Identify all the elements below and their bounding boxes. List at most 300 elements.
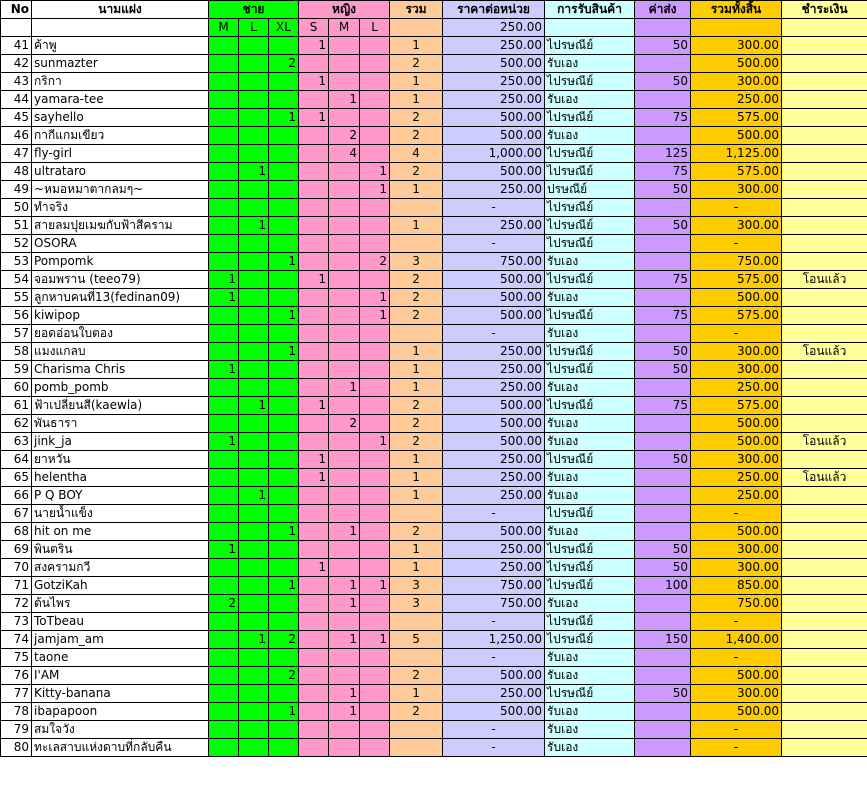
cell-name[interactable]: Pompomk	[32, 253, 209, 271]
cell-name[interactable]: กริกา	[32, 73, 209, 91]
cell-total[interactable]: 4	[390, 145, 443, 163]
cell-payment[interactable]	[782, 613, 867, 631]
cell-male-m[interactable]	[209, 559, 239, 577]
cell-shipping[interactable]	[635, 505, 691, 523]
cell-female-l[interactable]	[360, 217, 390, 235]
cell-empty[interactable]	[1, 19, 32, 37]
cell-name[interactable]: ToTbeau	[32, 613, 209, 631]
cell-no[interactable]: 63	[1, 433, 32, 451]
cell-shipping[interactable]: 75	[635, 271, 691, 289]
cell-total[interactable]: 1	[390, 541, 443, 559]
cell-price[interactable]: 500.00	[443, 433, 545, 451]
cell-male-l[interactable]	[239, 523, 269, 541]
cell-name[interactable]: ค้าพู	[32, 37, 209, 55]
cell-female-s[interactable]	[299, 253, 329, 271]
cell-female-s[interactable]: 1	[299, 559, 329, 577]
cell-female-l[interactable]: 1	[360, 289, 390, 307]
cell-grand-total[interactable]: 575.00	[691, 271, 782, 289]
cell-total[interactable]	[390, 721, 443, 739]
cell-payment[interactable]	[782, 703, 867, 721]
cell-shipping[interactable]	[635, 523, 691, 541]
cell-no[interactable]: 59	[1, 361, 32, 379]
cell-no[interactable]: 52	[1, 235, 32, 253]
cell-female-m[interactable]	[329, 199, 360, 217]
cell-female-s[interactable]	[299, 523, 329, 541]
cell-male-xl[interactable]	[269, 127, 299, 145]
cell-payment[interactable]	[782, 37, 867, 55]
cell-female-l[interactable]	[360, 73, 390, 91]
cell-name[interactable]: ~หมอหมาตากลมๆ~	[32, 181, 209, 199]
cell-shipping[interactable]: 50	[635, 361, 691, 379]
cell-total[interactable]: 1	[390, 361, 443, 379]
cell-shipping[interactable]	[635, 721, 691, 739]
subheader-male-xl[interactable]: XL	[269, 19, 299, 37]
cell-male-xl[interactable]	[269, 433, 299, 451]
cell-payment[interactable]: โอนแล้ว	[782, 343, 867, 361]
cell-female-s[interactable]	[299, 127, 329, 145]
cell-no[interactable]: 47	[1, 145, 32, 163]
cell-male-m[interactable]	[209, 307, 239, 325]
cell-male-xl[interactable]	[269, 199, 299, 217]
cell-name[interactable]: ทำจริง	[32, 199, 209, 217]
cell-shipping[interactable]	[635, 649, 691, 667]
cell-price[interactable]: 500.00	[443, 523, 545, 541]
cell-male-m[interactable]	[209, 739, 239, 757]
cell-payment[interactable]	[782, 109, 867, 127]
cell-female-m[interactable]	[329, 181, 360, 199]
cell-grand-total[interactable]: 300.00	[691, 73, 782, 91]
cell-grand-total[interactable]: 575.00	[691, 307, 782, 325]
cell-total[interactable]: 2	[390, 55, 443, 73]
cell-price[interactable]: 250.00	[443, 361, 545, 379]
cell-grand-total[interactable]: 575.00	[691, 397, 782, 415]
cell-female-l[interactable]	[360, 451, 390, 469]
cell-male-xl[interactable]	[269, 163, 299, 181]
cell-female-l[interactable]	[360, 271, 390, 289]
cell-female-s[interactable]: 1	[299, 469, 329, 487]
cell-male-m[interactable]	[209, 523, 239, 541]
cell-male-m[interactable]	[209, 37, 239, 55]
cell-female-l[interactable]	[360, 469, 390, 487]
cell-payment[interactable]	[782, 577, 867, 595]
cell-price[interactable]: 500.00	[443, 163, 545, 181]
cell-male-l[interactable]	[239, 559, 269, 577]
cell-delivery[interactable]: รับเอง	[545, 379, 635, 397]
cell-female-m[interactable]	[329, 559, 360, 577]
cell-female-l[interactable]: 1	[360, 307, 390, 325]
cell-no[interactable]: 70	[1, 559, 32, 577]
cell-female-l[interactable]	[360, 145, 390, 163]
cell-female-l[interactable]: 1	[360, 163, 390, 181]
cell-grand-total[interactable]: 300.00	[691, 343, 782, 361]
cell-male-m[interactable]	[209, 217, 239, 235]
cell-name[interactable]: jink_ja	[32, 433, 209, 451]
cell-grand-total[interactable]: 300.00	[691, 685, 782, 703]
cell-female-s[interactable]	[299, 181, 329, 199]
cell-grand-total[interactable]: 500.00	[691, 289, 782, 307]
cell-payment[interactable]	[782, 289, 867, 307]
cell-name[interactable]: pomb_pomb	[32, 379, 209, 397]
cell-female-l[interactable]	[360, 595, 390, 613]
cell-no[interactable]: 49	[1, 181, 32, 199]
cell-female-l[interactable]	[360, 37, 390, 55]
cell-female-l[interactable]	[360, 325, 390, 343]
cell-female-m[interactable]: 1	[329, 91, 360, 109]
cell-male-xl[interactable]	[269, 145, 299, 163]
cell-no[interactable]: 78	[1, 703, 32, 721]
cell-female-l[interactable]	[360, 667, 390, 685]
cell-shipping[interactable]	[635, 415, 691, 433]
subheader-female-m[interactable]: M	[329, 19, 360, 37]
cell-female-l[interactable]	[360, 541, 390, 559]
cell-female-m[interactable]: 1	[329, 577, 360, 595]
cell-male-m[interactable]	[209, 415, 239, 433]
cell-total[interactable]: 2	[390, 163, 443, 181]
cell-male-l[interactable]	[239, 541, 269, 559]
cell-male-m[interactable]	[209, 379, 239, 397]
cell-grand-total[interactable]: 300.00	[691, 361, 782, 379]
cell-price[interactable]: -	[443, 199, 545, 217]
cell-female-s[interactable]	[299, 577, 329, 595]
cell-total[interactable]: 3	[390, 595, 443, 613]
cell-female-m[interactable]	[329, 667, 360, 685]
cell-name[interactable]: ultrataro	[32, 163, 209, 181]
cell-male-xl[interactable]: 1	[269, 343, 299, 361]
cell-total[interactable]: 1	[390, 559, 443, 577]
cell-female-l[interactable]	[360, 649, 390, 667]
cell-female-m[interactable]	[329, 613, 360, 631]
cell-grand-total[interactable]: 300.00	[691, 559, 782, 577]
cell-male-l[interactable]	[239, 667, 269, 685]
cell-male-l[interactable]: 1	[239, 631, 269, 649]
cell-delivery[interactable]: ไปรษณีย์	[545, 559, 635, 577]
cell-male-m[interactable]	[209, 721, 239, 739]
cell-female-s[interactable]: 1	[299, 397, 329, 415]
cell-total[interactable]	[390, 739, 443, 757]
header-delivery[interactable]: การรับสินค้า	[545, 1, 635, 19]
cell-name[interactable]: แมงแกลบ	[32, 343, 209, 361]
cell-price[interactable]: 500.00	[443, 397, 545, 415]
cell-no[interactable]: 65	[1, 469, 32, 487]
cell-delivery[interactable]: รับเอง	[545, 487, 635, 505]
cell-male-m[interactable]	[209, 487, 239, 505]
cell-male-l[interactable]	[239, 37, 269, 55]
cell-female-l[interactable]	[360, 343, 390, 361]
cell-female-m[interactable]	[329, 253, 360, 271]
cell-total[interactable]: 1	[390, 181, 443, 199]
cell-shipping[interactable]: 100	[635, 577, 691, 595]
cell-female-l[interactable]	[360, 109, 390, 127]
cell-payment[interactable]	[782, 325, 867, 343]
cell-female-l[interactable]	[360, 235, 390, 253]
cell-price[interactable]: 250.00	[443, 685, 545, 703]
cell-grand-total[interactable]: -	[691, 199, 782, 217]
cell-payment[interactable]: โอนแล้ว	[782, 271, 867, 289]
cell-male-l[interactable]	[239, 361, 269, 379]
cell-male-l[interactable]	[239, 127, 269, 145]
cell-no[interactable]: 42	[1, 55, 32, 73]
cell-payment[interactable]	[782, 55, 867, 73]
cell-delivery[interactable]: ไปรษณีย์	[545, 163, 635, 181]
cell-female-s[interactable]	[299, 433, 329, 451]
cell-total[interactable]: 1	[390, 379, 443, 397]
cell-female-m[interactable]	[329, 649, 360, 667]
cell-no[interactable]: 62	[1, 415, 32, 433]
cell-female-l[interactable]	[360, 685, 390, 703]
cell-shipping[interactable]: 75	[635, 109, 691, 127]
cell-grand-total[interactable]: 500.00	[691, 415, 782, 433]
cell-total[interactable]: 3	[390, 253, 443, 271]
cell-price[interactable]: 500.00	[443, 55, 545, 73]
cell-total[interactable]: 1	[390, 469, 443, 487]
cell-no[interactable]: 73	[1, 613, 32, 631]
cell-no[interactable]: 60	[1, 379, 32, 397]
cell-total[interactable]: 2	[390, 523, 443, 541]
cell-male-m[interactable]	[209, 451, 239, 469]
cell-delivery[interactable]: ไปรษณีย์	[545, 73, 635, 91]
cell-male-l[interactable]	[239, 271, 269, 289]
cell-empty[interactable]	[635, 19, 691, 37]
cell-no[interactable]: 48	[1, 163, 32, 181]
cell-price[interactable]: 250.00	[443, 559, 545, 577]
cell-male-l[interactable]	[239, 181, 269, 199]
cell-payment[interactable]	[782, 649, 867, 667]
cell-delivery[interactable]: ไปรษณีย์	[545, 199, 635, 217]
cell-female-m[interactable]: 2	[329, 415, 360, 433]
cell-payment[interactable]	[782, 631, 867, 649]
cell-delivery[interactable]: รับเอง	[545, 667, 635, 685]
cell-female-m[interactable]	[329, 361, 360, 379]
cell-female-l[interactable]	[360, 703, 390, 721]
cell-delivery[interactable]: รับเอง	[545, 253, 635, 271]
cell-female-l[interactable]	[360, 505, 390, 523]
cell-grand-total[interactable]: 850.00	[691, 577, 782, 595]
cell-female-l[interactable]: 1	[360, 181, 390, 199]
header-no[interactable]: No	[1, 1, 32, 19]
cell-payment[interactable]	[782, 559, 867, 577]
cell-male-l[interactable]	[239, 739, 269, 757]
cell-delivery[interactable]: ไปรษณีย์	[545, 343, 635, 361]
cell-payment[interactable]	[782, 91, 867, 109]
cell-total[interactable]	[390, 199, 443, 217]
cell-no[interactable]: 69	[1, 541, 32, 559]
cell-grand-total[interactable]: -	[691, 325, 782, 343]
cell-name[interactable]: ฟ้าเปลี่ยนสี(kaewla)	[32, 397, 209, 415]
cell-total[interactable]: 1	[390, 343, 443, 361]
cell-male-l[interactable]	[239, 307, 269, 325]
cell-male-m[interactable]	[209, 73, 239, 91]
cell-total[interactable]: 1	[390, 73, 443, 91]
cell-grand-total[interactable]: 250.00	[691, 469, 782, 487]
cell-male-xl[interactable]: 1	[269, 577, 299, 595]
cell-grand-total[interactable]: 1,400.00	[691, 631, 782, 649]
cell-female-s[interactable]	[299, 163, 329, 181]
cell-delivery[interactable]: ไปรษณีย์	[545, 235, 635, 253]
cell-delivery[interactable]: ไปรษณีย์	[545, 145, 635, 163]
cell-grand-total[interactable]: -	[691, 613, 782, 631]
cell-payment[interactable]: โอนแล้ว	[782, 469, 867, 487]
cell-grand-total[interactable]: 500.00	[691, 127, 782, 145]
cell-payment[interactable]	[782, 739, 867, 757]
cell-total[interactable]: 1	[390, 487, 443, 505]
cell-male-xl[interactable]: 2	[269, 55, 299, 73]
cell-male-l[interactable]	[239, 199, 269, 217]
cell-delivery[interactable]: ไปรษณีย์	[545, 397, 635, 415]
cell-female-m[interactable]	[329, 325, 360, 343]
cell-male-xl[interactable]	[269, 559, 299, 577]
cell-shipping[interactable]	[635, 595, 691, 613]
cell-shipping[interactable]: 125	[635, 145, 691, 163]
cell-price[interactable]: 750.00	[443, 253, 545, 271]
cell-total[interactable]: 2	[390, 415, 443, 433]
cell-male-m[interactable]	[209, 685, 239, 703]
cell-no[interactable]: 58	[1, 343, 32, 361]
cell-price[interactable]: -	[443, 721, 545, 739]
cell-male-xl[interactable]	[269, 271, 299, 289]
cell-male-m[interactable]	[209, 469, 239, 487]
cell-male-xl[interactable]	[269, 91, 299, 109]
cell-female-s[interactable]: 1	[299, 37, 329, 55]
cell-female-s[interactable]: 1	[299, 451, 329, 469]
cell-payment[interactable]	[782, 217, 867, 235]
cell-total[interactable]	[390, 613, 443, 631]
cell-male-xl[interactable]: 1	[269, 109, 299, 127]
cell-empty[interactable]	[691, 19, 782, 37]
cell-female-m[interactable]: 1	[329, 631, 360, 649]
cell-male-xl[interactable]	[269, 289, 299, 307]
cell-female-s[interactable]	[299, 649, 329, 667]
cell-empty[interactable]	[545, 19, 635, 37]
cell-female-s[interactable]	[299, 145, 329, 163]
cell-male-xl[interactable]	[269, 361, 299, 379]
cell-payment[interactable]	[782, 253, 867, 271]
cell-male-l[interactable]	[239, 145, 269, 163]
cell-male-m[interactable]	[209, 199, 239, 217]
cell-female-l[interactable]	[360, 397, 390, 415]
cell-price[interactable]: 250.00	[443, 469, 545, 487]
cell-delivery[interactable]: ไปรษณีย์	[545, 307, 635, 325]
cell-grand-total[interactable]: 575.00	[691, 163, 782, 181]
cell-delivery[interactable]: ไปรษณีย์	[545, 505, 635, 523]
cell-female-s[interactable]	[299, 721, 329, 739]
cell-shipping[interactable]: 50	[635, 559, 691, 577]
cell-male-l[interactable]	[239, 379, 269, 397]
cell-male-xl[interactable]	[269, 469, 299, 487]
cell-male-l[interactable]	[239, 451, 269, 469]
cell-delivery[interactable]: ไปรษณีย์	[545, 271, 635, 289]
cell-male-l[interactable]	[239, 469, 269, 487]
cell-total[interactable]: 2	[390, 667, 443, 685]
cell-female-m[interactable]	[329, 487, 360, 505]
cell-total[interactable]: 1	[390, 217, 443, 235]
cell-payment[interactable]: โอนแล้ว	[782, 433, 867, 451]
cell-delivery[interactable]: ไปรษณีย์	[545, 37, 635, 55]
cell-name[interactable]: ยาหวัน	[32, 451, 209, 469]
cell-male-l[interactable]	[239, 73, 269, 91]
cell-name[interactable]: กากีแกมเขียว	[32, 127, 209, 145]
cell-payment[interactable]	[782, 235, 867, 253]
cell-female-s[interactable]	[299, 739, 329, 757]
cell-delivery[interactable]: รับเอง	[545, 703, 635, 721]
cell-female-s[interactable]	[299, 307, 329, 325]
cell-female-l[interactable]	[360, 91, 390, 109]
cell-payment[interactable]	[782, 541, 867, 559]
cell-payment[interactable]	[782, 415, 867, 433]
cell-female-s[interactable]: 1	[299, 73, 329, 91]
cell-delivery[interactable]: รับเอง	[545, 523, 635, 541]
cell-male-xl[interactable]	[269, 451, 299, 469]
cell-delivery[interactable]: รับเอง	[545, 649, 635, 667]
cell-price[interactable]: 1,250.00	[443, 631, 545, 649]
cell-payment[interactable]	[782, 595, 867, 613]
cell-male-xl[interactable]	[269, 379, 299, 397]
cell-female-s[interactable]	[299, 613, 329, 631]
cell-name[interactable]: GotziKah	[32, 577, 209, 595]
cell-male-xl[interactable]: 1	[269, 307, 299, 325]
cell-no[interactable]: 45	[1, 109, 32, 127]
cell-shipping[interactable]	[635, 127, 691, 145]
cell-female-m[interactable]	[329, 343, 360, 361]
cell-no[interactable]: 74	[1, 631, 32, 649]
cell-female-s[interactable]	[299, 595, 329, 613]
cell-female-m[interactable]: 2	[329, 127, 360, 145]
cell-male-xl[interactable]	[269, 541, 299, 559]
cell-male-m[interactable]	[209, 613, 239, 631]
cell-price[interactable]: 500.00	[443, 667, 545, 685]
cell-payment[interactable]	[782, 127, 867, 145]
cell-price[interactable]: -	[443, 739, 545, 757]
cell-delivery[interactable]: รับเอง	[545, 739, 635, 757]
cell-total[interactable]: 5	[390, 631, 443, 649]
cell-delivery[interactable]: รับเอง	[545, 55, 635, 73]
cell-shipping[interactable]	[635, 253, 691, 271]
cell-name[interactable]: ibapapoon	[32, 703, 209, 721]
cell-male-m[interactable]	[209, 631, 239, 649]
cell-no[interactable]: 51	[1, 217, 32, 235]
cell-total[interactable]: 1	[390, 91, 443, 109]
cell-male-m[interactable]	[209, 667, 239, 685]
cell-name[interactable]: สายลมปุยเมฆกับฟ้าสีคราม	[32, 217, 209, 235]
cell-shipping[interactable]	[635, 55, 691, 73]
cell-empty[interactable]	[390, 19, 443, 37]
cell-no[interactable]: 50	[1, 199, 32, 217]
cell-total[interactable]: 1	[390, 685, 443, 703]
cell-female-l[interactable]	[360, 127, 390, 145]
cell-grand-total[interactable]: 300.00	[691, 541, 782, 559]
cell-name[interactable]: jamjam_am	[32, 631, 209, 649]
cell-grand-total[interactable]: -	[691, 235, 782, 253]
cell-male-l[interactable]	[239, 613, 269, 631]
cell-male-m[interactable]	[209, 145, 239, 163]
cell-male-xl[interactable]	[269, 649, 299, 667]
cell-delivery[interactable]: ไปรษณีย์	[545, 685, 635, 703]
cell-female-l[interactable]	[360, 55, 390, 73]
cell-no[interactable]: 54	[1, 271, 32, 289]
cell-name[interactable]: สงครามกวี	[32, 559, 209, 577]
cell-male-m[interactable]	[209, 55, 239, 73]
cell-male-l[interactable]: 1	[239, 487, 269, 505]
cell-name[interactable]: ทะเลสาบแห่งดาบที่กลับคืน	[32, 739, 209, 757]
cell-male-m[interactable]	[209, 703, 239, 721]
header-payment[interactable]: ชำระเงิน	[782, 1, 867, 19]
cell-shipping[interactable]: 75	[635, 397, 691, 415]
cell-female-m[interactable]	[329, 217, 360, 235]
cell-no[interactable]: 61	[1, 397, 32, 415]
cell-payment[interactable]	[782, 451, 867, 469]
cell-price[interactable]: 250.00	[443, 541, 545, 559]
cell-name[interactable]: ยอดอ่อนใบตอง	[32, 325, 209, 343]
cell-price[interactable]: 500.00	[443, 127, 545, 145]
